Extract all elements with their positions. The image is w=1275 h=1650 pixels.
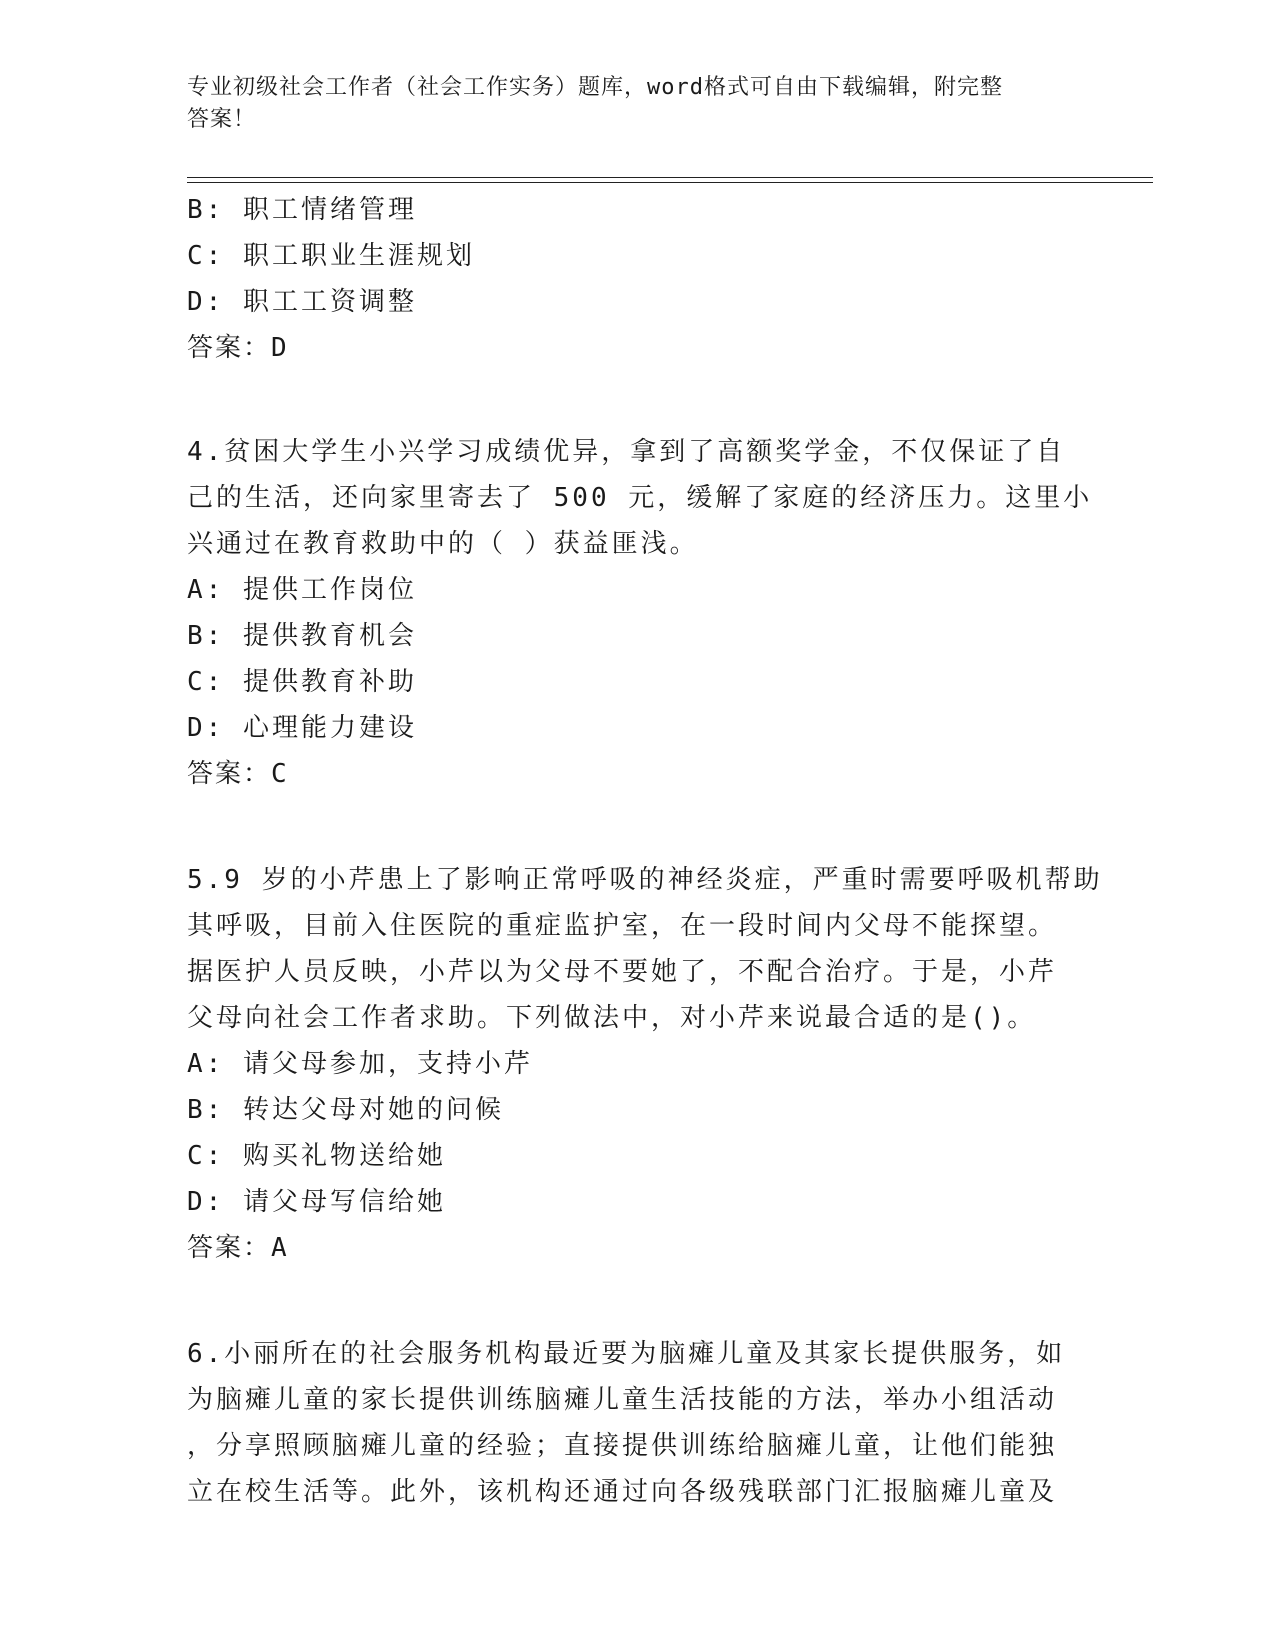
- option-a: A: 提供工作岗位: [187, 575, 417, 605]
- answer-label: 答案：C: [187, 759, 289, 789]
- header-line-1: 专业初级社会工作者（社会工作实务）题库，word格式可自由下载编辑，附完整: [187, 75, 1003, 100]
- option-b: B: 提供教育机会: [187, 621, 417, 651]
- question-stem-line: 己的生活，还向家里寄去了 500 元，缓解了家庭的经济压力。这里小: [187, 483, 1093, 513]
- document-header: [187, 72, 1067, 136]
- option-d: D: 请父母写信给她: [187, 1187, 446, 1217]
- document-body: [187, 187, 1103, 1515]
- option-b: B: 转达父母对她的问候: [187, 1095, 504, 1125]
- question-stem-line: 立在校生活等。此外，该机构还通过向各级残联部门汇报脑瘫儿童及: [187, 1477, 1058, 1507]
- question-3-tail: [187, 187, 1067, 371]
- option-a: A: 请父母参加，支持小芹: [187, 1049, 533, 1079]
- question-stem-line: 为脑瘫儿童的家长提供训练脑瘫儿童生活技能的方法，举办小组活动: [187, 1385, 1058, 1415]
- question-stem-line: 其呼吸，目前入住医院的重症监护室，在一段时间内父母不能探望。: [187, 911, 1058, 941]
- option-c: C: 提供教育补助: [187, 667, 417, 697]
- question-6: [187, 1331, 1067, 1515]
- answer-label: 答案：D: [187, 333, 289, 363]
- spacer: [187, 797, 1067, 857]
- question-stem-line: 父母向社会工作者求助。下列做法中，对小芹来说最合适的是()。: [187, 1003, 1037, 1033]
- option-c: C: 购买礼物送给她: [187, 1141, 446, 1171]
- question-stem-line: 据医护人员反映，小芹以为父母不要她了，不配合治疗。于是，小芹: [187, 957, 1058, 987]
- option-c: C: 职工职业生涯规划: [187, 241, 475, 271]
- header-line-2: 答案！: [187, 107, 257, 132]
- spacer: [187, 371, 1067, 429]
- question-stem-line: ，分享照顾脑瘫儿童的经验；直接提供训练给脑瘫儿童，让他们能独: [187, 1431, 1058, 1461]
- question-stem-line: 兴通过在教育救助中的（ ）获益匪浅。: [187, 529, 699, 559]
- option-d: D: 职工工资调整: [187, 287, 417, 317]
- question-4: [187, 429, 1093, 797]
- spacer: [187, 1271, 1067, 1331]
- question-stem-line: 6.小丽所在的社会服务机构最近要为脑瘫儿童及其家长提供服务，如: [187, 1339, 1066, 1369]
- option-d: D: 心理能力建设: [187, 713, 417, 743]
- header-rule-top: [187, 177, 1153, 178]
- question-stem-line: 4.贫困大学生小兴学习成绩优异，拿到了高额奖学金，不仅保证了自: [187, 437, 1066, 467]
- answer-label: 答案：A: [187, 1233, 289, 1263]
- question-5: [187, 857, 1103, 1271]
- option-b: B: 职工情绪管理: [187, 195, 417, 225]
- header-rule-bottom: [187, 182, 1153, 183]
- question-stem-line: 5.9 岁的小芹患上了影响正常呼吸的神经炎症，严重时需要呼吸机帮助: [187, 865, 1103, 895]
